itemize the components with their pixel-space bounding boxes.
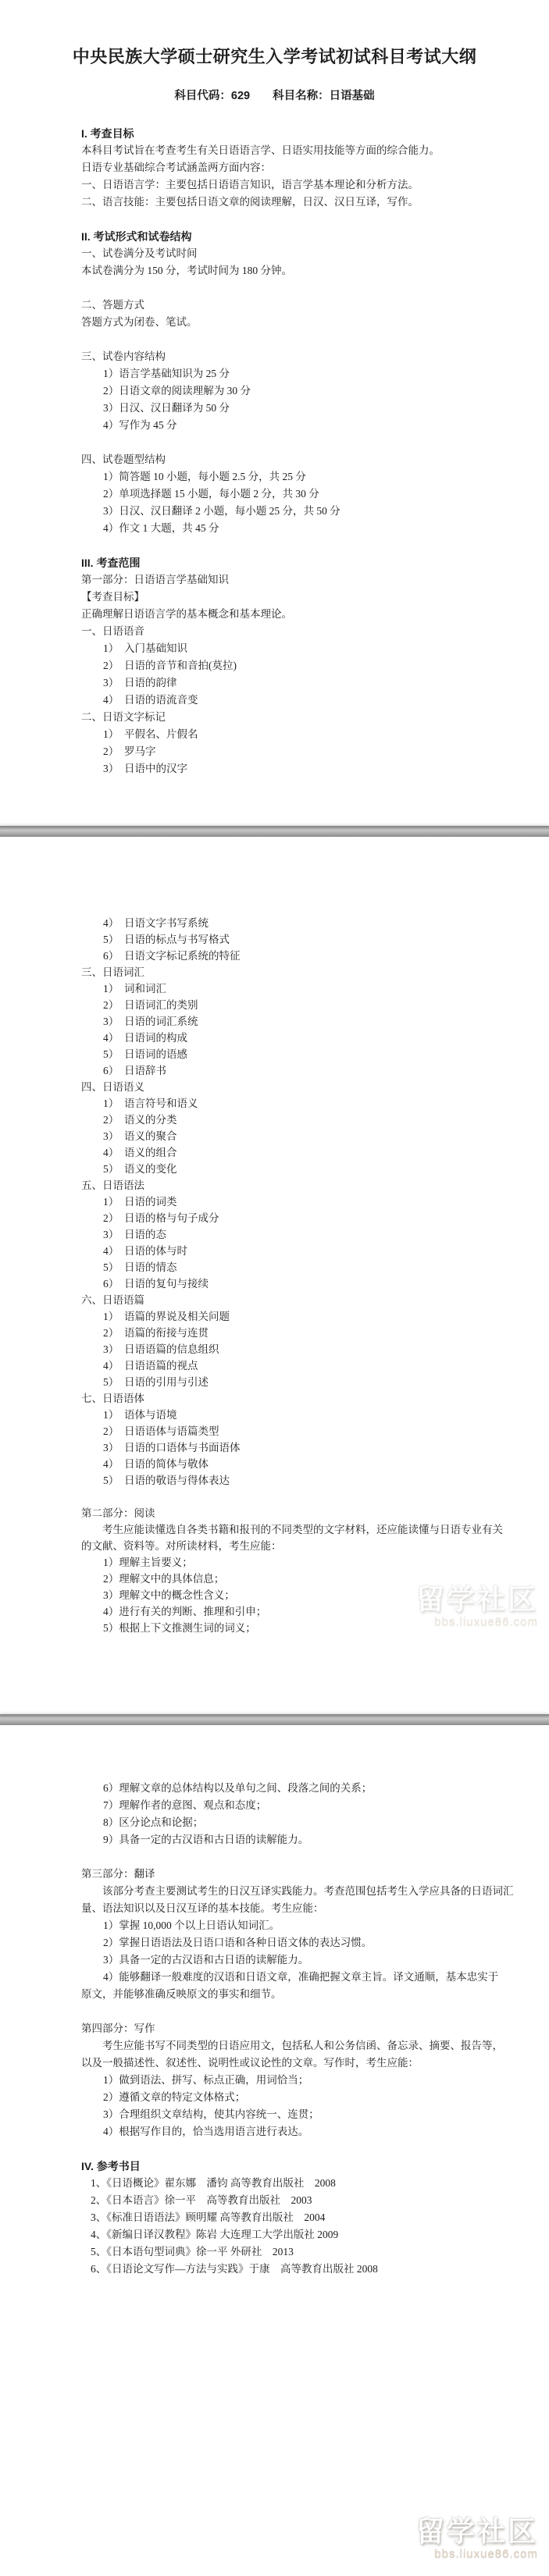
text-line: 七、日语语体 [81,1393,144,1404]
document-page-2 [0,837,549,1714]
list-item-line: 1） 词和词汇 [103,983,166,994]
text-line: 第三部分：翻译 [81,1868,155,1880]
list-item-line: 3） 语义的聚合 [103,1130,177,1142]
list-item-line: 4）写作为 45 分 [103,419,177,431]
reference-line: 3、《标准日语语法》顾明耀 高等教育出版社 2004 [91,2211,326,2223]
list-item-line: 2） 日语的格与句子成分 [103,1212,219,1224]
text-line: 考生应能书写不同类型的日语应用文，包括私人和公务信函、备忘录、摘要、报告等， [81,2040,503,2051]
text-line: 第一部分：日语语言学基础知识 [81,574,229,585]
page-separator-2 [0,1714,549,1725]
list-item-line: 1）理解主旨要义； [103,1557,193,1568]
list-item-line: 2）掌握日语语法及日语口语和各种日语文体的表达习惯。 [103,1937,373,1948]
text-line: 三、试卷内容结构 [81,350,166,362]
reference-line: 5、《日本语句型词典》徐一平 外研社 2013 [91,2246,294,2258]
reference-line: 2、《日本语言》徐一平 高等教育出版社 2003 [91,2194,312,2206]
list-item-line: 1） 平假名、片假名 [103,728,198,740]
text-line: 量、语法知识以及日汉互译的基本技能。考生应能： [81,1902,324,1914]
blank-line [81,279,505,297]
list-item-line: 3） 日语中的汉字 [103,763,187,774]
reference-line: 6、《日语论文写作—方法与实践》于康 高等教育出版社 2008 [91,2263,378,2275]
list-item-line: 1） 入门基础知识 [103,642,187,654]
list-item-line: 3）日汉、汉日翻译为 50 分 [103,402,230,414]
list-item-line: 4） 日语词的构成 [103,1032,187,1044]
blank-line [81,1848,505,1866]
text-line: 的文献、资料等。对所读材料，考生应能： [81,1540,282,1552]
list-item-line: 5） 日语词的语感 [103,1048,187,1060]
blank-line [81,2140,505,2158]
list-item-line: 1） 日语的词类 [103,1196,177,1208]
text-line: 二、日语文字标记 [81,711,166,723]
list-item-line: 2） 日语语体与语篇类型 [103,1425,219,1437]
text-line: 以及一般描述性、叙述性、说明性或议论性的文章。写作时，考生应能： [81,2057,419,2069]
list-item-line: 4） 日语的体与时 [103,1245,187,1257]
list-item-line: 5） 日语的标点与书写格式 [103,934,230,945]
list-item-line: 2） 语义的分类 [103,1114,177,1126]
blank-line [81,537,505,554]
list-item-line: 4）进行有关的判断、推理和引申； [103,1606,267,1617]
text-line: 二、答题方式 [81,299,144,311]
watermark-site-name: 留学社区 [415,1583,538,1615]
blank-line [81,434,505,451]
list-item-line: 1）简答题 10 小题，每小题 2.5 分，共 25 分 [103,471,306,482]
list-item-line: 3）日汉、汉日翻译 2 小题，每小题 25 分，共 50 分 [103,505,340,517]
list-item-line: 2）单项选择题 15 小题，每小题 2 分，共 30 分 [103,488,319,500]
doc-title: 中央民族大学硕士研究生入学考试初试科目考试大纲 [72,47,477,66]
text-line: 本科目考试旨在考查考生有关日语语言学、日语实用技能等方面的综合能力。 [81,144,440,156]
list-item-line: 5） 日语的情态 [103,1261,177,1273]
list-item-line: 3） 日语的词汇系统 [103,1016,198,1027]
list-item-line: 4） 语义的组合 [103,1147,177,1158]
section-heading: IV. 参考书目 [81,2160,141,2172]
list-item-line: 9）具备一定的古汉语和古日语的读解能力。 [103,1834,309,1845]
list-item-line: 7）理解作者的意图、观点和态度； [103,1799,267,1811]
watermark-site-url: bbs.liuxue86.com [434,1615,538,1628]
text-line: 原文，并能够准确反映原文的事实和细节。 [81,1988,282,2000]
list-item-line: 4） 日语的简体与敬体 [103,1458,209,1470]
list-item-line: 2） 日语的音节和音拍(莫拉) [103,660,237,671]
text-line: 该部分考查主要测试考生的日汉互译实践能力。考查范围包括考生入学应具备的日语词汇 [81,1885,514,1897]
list-item-line: 4）作文 1 大题，共 45 分 [103,522,219,534]
list-item-line: 5）根据上下文推测生词的词义； [103,1622,256,1634]
text-line: 考生应能读懂选自各类书籍和报刊的不同类型的文字材料，还应能读懂与日语专业有关 [81,1524,503,1535]
text-line: 四、试卷题型结构 [81,454,166,465]
list-item-line: 6） 日语辞书 [103,1065,166,1076]
list-item-line: 5） 日语的引用与引述 [103,1376,209,1388]
list-item-line: 4）根据写作目的，恰当选用语言进行表达。 [103,2126,309,2137]
blank-line [81,2003,505,2020]
text-line: 正确理解日语语言学的基本概念和基本理论。 [81,608,292,620]
list-item-line: 8）区分论点和论据； [103,1816,204,1828]
list-item-line: 1）语言学基础知识为 25 分 [103,368,230,379]
list-item-line: 6）理解文章的总体结构以及单句之间、段落之间的关系； [103,1782,373,1794]
blank-line [81,331,505,348]
subject-code-line: 科目代码：629 科目名称：日语基础 [174,90,375,102]
list-item-line: 3）理解文中的概念性含义； [103,1589,235,1601]
list-item-line: 3）合理组织文章结构，使其内容统一、连贯； [103,2108,319,2120]
text-line: 一、日语语音 [81,625,144,637]
list-item-line: 2）理解文中的具体信息； [103,1573,225,1585]
section-heading: III. 考查范围 [81,557,141,569]
blank-line [81,1489,505,1505]
text-line: 三、日语词汇 [81,966,144,978]
document-page-3 [0,1725,549,2576]
list-item-line: 1） 语言符号和语义 [103,1098,198,1109]
reference-line: 1、《日语概论》翟东娜 潘钧 高等教育出版社 2008 [91,2177,336,2189]
list-item-line: 1） 语篇的界说及相关问题 [103,1311,230,1322]
text-line: 日语专业基础综合考试涵盖两方面内容： [81,162,271,173]
watermark-site-url: bbs.liuxue86.com [434,2547,538,2560]
list-item-line: 6） 日语的复句与接续 [103,1278,209,1290]
list-item-line: 2）日语文章的阅读理解为 30 分 [103,385,251,397]
section-heading: II. 考试形式和试卷结构 [81,230,192,243]
list-item-line: 2） 语篇的衔接与连贯 [103,1327,209,1339]
list-item-line: 3） 日语的态 [103,1229,166,1240]
list-item-line: 4）能够翻译一般难度的汉语和日语文章，准确把握文章主旨。译文通顺，基本忠实于 [103,1971,499,1983]
section-heading: I. 考查目标 [81,127,134,140]
text-line: 二、语言技能：主要包括日语文章的阅读理解，日汉、汉日互译，写作。 [81,196,419,208]
document-page-1 [0,0,549,826]
list-item-line: 3） 日语语篇的信息组织 [103,1343,219,1355]
text-line: 第二部分：阅读 [81,1507,155,1519]
list-item-line: 1） 语体与语境 [103,1409,177,1421]
text-line: 一、日语语言学：主要包括日语语言知识，语言学基本理论和分析方法。 [81,179,419,190]
text-line: 一、试卷满分及考试时间 [81,247,198,259]
text-line: 六、日语语篇 [81,1294,144,1306]
list-item-line: 2） 罗马字 [103,745,156,757]
text-line: 五、日语语法 [81,1179,144,1191]
list-item-line: 2） 日语词汇的类别 [103,999,198,1011]
list-item-line: 5） 日语的敬语与得体表达 [103,1475,230,1486]
list-item-line: 1）做到语法、拼写、标点正确，用词恰当； [103,2074,309,2086]
list-item-line: 4） 日语的语流音变 [103,694,198,706]
list-item-line: 4） 日语文字书写系统 [103,917,209,929]
list-item-line: 6） 日语文字标记系统的特征 [103,950,241,962]
text-line: 四、日语语义 [81,1081,144,1093]
text-line: 本试卷满分为 150 分，考试时间为 180 分钟。 [81,265,292,276]
list-item-line: 2）遵循文章的特定文体格式； [103,2091,246,2103]
page-separator-1 [0,826,549,837]
list-item-line: 4） 日语语篇的视点 [103,1360,198,1372]
text-line: 答题方式为闭卷、笔试。 [81,316,198,328]
list-item-line: 3） 日语的韵律 [103,677,177,688]
list-item-line: 3）具备一定的古汉语和古日语的读解能力。 [103,1954,309,1966]
text-line: 【考查目标】 [81,591,144,603]
watermark-site-name: 留学社区 [415,2515,538,2547]
list-item-line: 3） 日语的口语体与书面语体 [103,1442,241,1453]
list-item-line: 5） 语义的变化 [103,1163,177,1175]
reference-line: 4、《新编日译汉教程》陈岩 大连理工大学出版社 2009 [91,2229,339,2240]
blank-line [81,211,505,228]
list-item-line: 1）掌握 10,000 个以上日语认知词汇。 [103,1920,280,1931]
text-line: 第四部分：写作 [81,2023,155,2034]
